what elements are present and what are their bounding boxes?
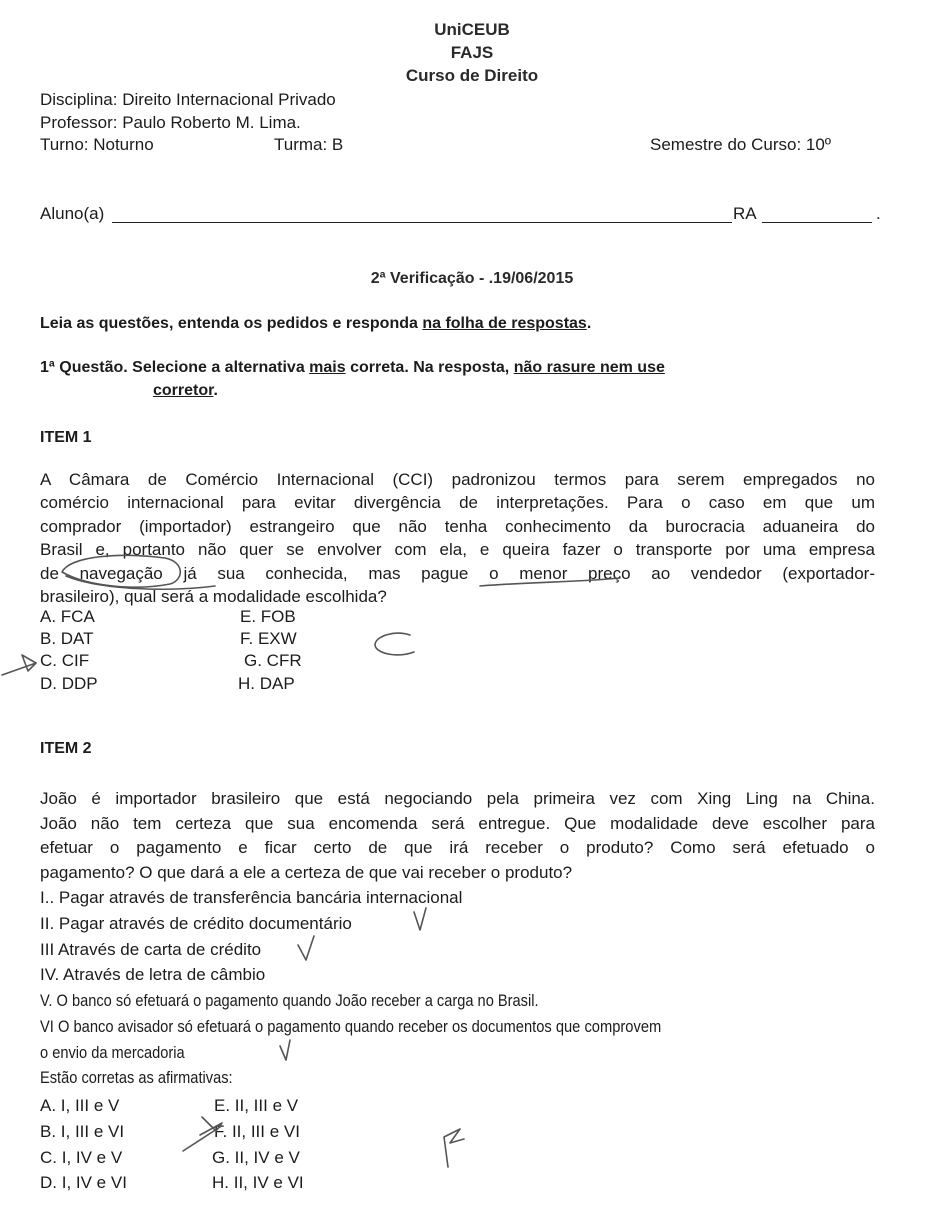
handwritten-f-icon (440, 1125, 480, 1175)
item-1-line: A Câmara de Comércio Internacional (CCI) padronizou termos para serem empregados no (40, 470, 875, 489)
ra-trailing-dot: . (876, 204, 881, 223)
statement-iii: III Através de carta de crédito (40, 940, 262, 959)
ra-label: RA (733, 204, 757, 223)
class: Turma: B (274, 135, 344, 154)
shift: Turno: Noturno (40, 135, 154, 154)
item-2-line: João não tem certeza que sua encomenda será entregue. Que modalidade deve escolher para (40, 813, 875, 833)
item-1-line: comprador (importador) estrangeiro que não tenha conhecimento da burocracia aduaneira do (40, 516, 875, 536)
item-2-prompt: Estão corretas as afirmativas: (40, 1068, 233, 1087)
item-1-option-e[interactable]: E. FOB (240, 607, 296, 626)
item-2-line: efetuar o pagamento e ficar certo de que irá receber o produto? Como será efetuado o (40, 838, 875, 858)
student-name-label: Aluno(a) (40, 204, 105, 223)
underlined-mais: mais (309, 359, 346, 376)
item-1-option-b[interactable]: B. DAT (40, 629, 94, 648)
instruction-end: . (586, 315, 592, 332)
item-2-option-h[interactable]: H. II, IV e VI (212, 1173, 304, 1192)
instruction-underlined: na folha de respostas (422, 315, 587, 332)
handwritten-arrow-icon (180, 1115, 240, 1160)
question-text: Selecione a alternativa (127, 359, 310, 376)
item-2-option-a[interactable]: A. I, III e V (40, 1096, 120, 1115)
course-name: Curso de Direito (405, 66, 539, 85)
statement-vi: VI O banco avisador só efetuará o pagamento quando receber os documentos que comprovem (40, 1017, 662, 1036)
exam-title: 2ª Verificação - .19/06/2015 (370, 270, 574, 287)
item-1-option-d[interactable]: D. DDP (40, 674, 98, 693)
statement-iv: IV. Através de letra de câmbio (40, 965, 266, 984)
item-2-option-c[interactable]: C. I, IV e V (40, 1148, 123, 1167)
item-2-option-g[interactable]: G. II, IV e V (212, 1148, 300, 1167)
question-text-end: . (213, 382, 218, 399)
item-1-option-g[interactable]: G. CFR (244, 651, 302, 670)
item-1-title: ITEM 1 (40, 429, 92, 446)
semester: Semestre do Curso: 10º (650, 135, 832, 154)
discipline: Disciplina: Direito Internacional Privado (40, 90, 336, 109)
item-2-option-b[interactable]: B. I, III e VI (40, 1122, 125, 1141)
statement-ii: II. Pagar através de crédito documentário (40, 914, 352, 933)
item-2-line: pagamento? O que dará a ele a certeza de que vai receber o produto? (40, 862, 573, 882)
statement-v: V. O banco só efetuará o pagamento quando João receber a carga no Brasil. (40, 991, 539, 1010)
item-1-option-f[interactable]: F. EXW (240, 629, 297, 648)
item-1-line: de navegação já sua conhecida, mas pague o menor preço ao vendedor (exportador- (40, 563, 875, 583)
item-1-line: Brasil e, portanto não quer se envolver com ela, e queira fazer o transporte por uma empresa (40, 540, 875, 560)
item-1-option-a[interactable]: A. FCA (40, 607, 95, 626)
question-label: 1ª Questão. (40, 359, 128, 376)
item-2-title: ITEM 2 (40, 740, 92, 757)
faculty-name: FAJS (450, 43, 494, 62)
item-2-option-d[interactable]: D. I, IV e VI (40, 1173, 127, 1192)
statement-vi-cont: o envio da mercadoria (40, 1043, 185, 1062)
instruction-text: Leia as questões, entenda os pedidos e responda (40, 315, 423, 332)
underlined-warning: não rasure nem use (513, 359, 665, 376)
statement-i: I.. Pagar através de transferência bancária internacional (40, 888, 463, 907)
item-1-option-c[interactable]: C. CIF (40, 651, 90, 670)
item-2-option-f[interactable]: F. II, III e VI (214, 1122, 300, 1141)
professor: Professor: Paulo Roberto M. Lima. (40, 113, 301, 132)
institution-name: UniCEUB (434, 20, 510, 39)
item-1-line: brasileiro), qual será a modalidade escolhida? (40, 586, 387, 606)
item-2-line: João é importador brasileiro que está negociando pela primeira vez com Xing Ling na China. (40, 789, 875, 808)
item-2-option-e[interactable]: E. II, III e V (214, 1096, 299, 1115)
underlined-corretor: corretor (153, 382, 214, 399)
item-1-option-h[interactable]: H. DAP (238, 674, 295, 693)
question-text-mid: correta. Na resposta, (345, 359, 514, 376)
item-1-line: comércio internacional para evitar divergência de interpretações. Para o caso em que um (40, 493, 875, 513)
